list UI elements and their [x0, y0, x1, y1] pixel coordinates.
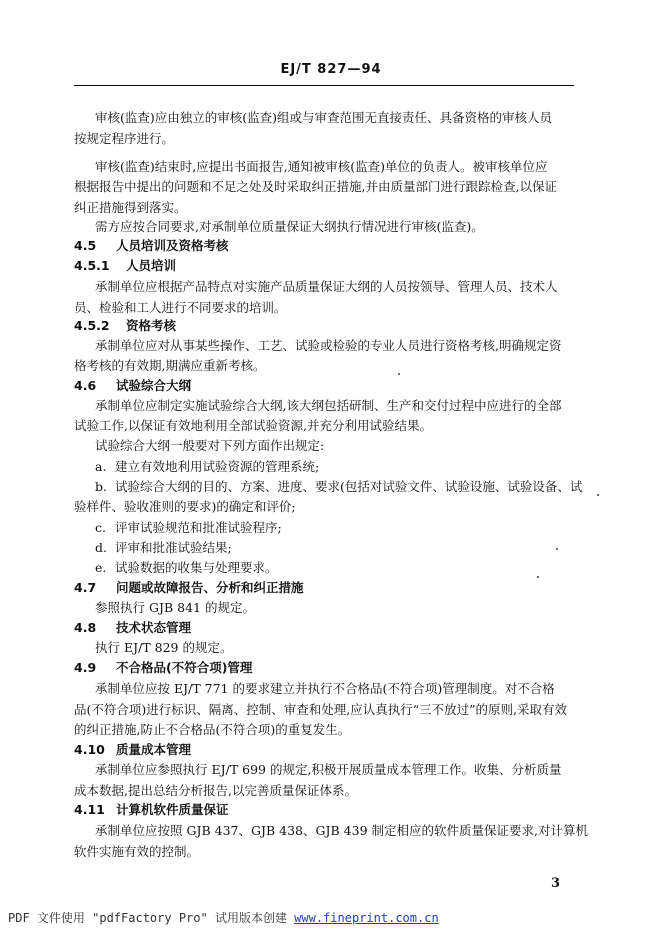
paragraph-line: 承制单位应对从事某些操作、工艺、试验或检验的专业人员进行资格考核,明确规定资	[95, 338, 562, 353]
section-title: 质量成本管理	[116, 742, 192, 757]
footer-link[interactable]: www.fineprint.com.cn	[294, 911, 439, 925]
paragraph-line: 品(不符合项)进行标识、隔离、控制、审查和处理,应认真执行“三不放过”的原则,采取有效	[74, 702, 567, 717]
list-item-marker: e.	[95, 560, 107, 575]
section-title: 资格考核	[126, 318, 177, 333]
section-heading-4-10	[74, 742, 191, 758]
pdf-footer	[8, 909, 439, 926]
list-item-marker: d.	[95, 540, 107, 555]
standard-code-header: EJ/T 827—94	[280, 62, 382, 77]
paragraph-line: 承制单位应根据产品特点对实施产品质量保证大纲的人员按领导、管理人员、技术人	[95, 279, 558, 294]
section-number: 4.9	[74, 660, 97, 675]
list-item	[95, 540, 232, 556]
paragraph-line: 按规定程序进行。	[74, 131, 175, 146]
paragraph-line: 审核(监查)应由独立的审核(监查)组或与审查范围无直接责任、具备资格的审核人员	[95, 110, 553, 125]
list-item	[95, 479, 582, 495]
paragraph-line: 参照执行 GJB 841 的规定。	[95, 600, 255, 615]
paragraph-line: 承制单位应按照 GJB 437、GJB 438、GJB 439 制定相应的软件质量保证要求,对计算机	[95, 823, 588, 838]
list-item-text: 试验数据的收集与处理要求。	[115, 560, 278, 575]
scan-speck	[597, 494, 599, 496]
scan-speck	[537, 576, 539, 578]
scan-speck	[398, 373, 400, 375]
list-item-continuation: 验样件、验收准则的要求)的确定和评价;	[74, 499, 296, 514]
section-number: 4.10	[74, 742, 105, 757]
list-item-text: 建立有效地利用试验资源的管理系统;	[115, 459, 320, 474]
paragraph-line: 执行 EJ/T 829 的规定。	[95, 640, 233, 655]
paragraph-line: 软件实施有效的控制。	[74, 844, 200, 859]
section-heading-4-6	[74, 378, 191, 394]
list-item	[95, 560, 278, 576]
paragraph-line: 承制单位应参照执行 EJ/T 699 的规定,积极开展质量成本管理工作。收集、分析质量	[95, 762, 562, 777]
section-number: 4.5.1	[74, 258, 110, 273]
section-title: 问题或故障报告、分析和纠正措施	[116, 580, 304, 595]
paragraph-line: 承制单位应制定实施试验综合大纲,该大纲包括研制、生产和交付过程中应进行的全部	[95, 398, 562, 413]
paragraph-line: 员、检验和工人进行不同要求的培训。	[74, 300, 287, 315]
section-number: 4.6	[74, 378, 97, 393]
section-number: 4.7	[74, 580, 97, 595]
paragraph-line: 试验综合大纲一般要对下列方面作出规定:	[95, 438, 325, 453]
footer-text: PDF 文件使用 "pdfFactory Pro" 试用版本创建	[8, 911, 295, 925]
list-item-text: 试验综合大纲的目的、方案、进度、要求(包括对试验文件、试验设施、试验设备、试	[115, 479, 583, 494]
section-title: 人员培训及资格考核	[116, 238, 229, 253]
section-heading-4-9	[74, 660, 252, 676]
paragraph-line: 根据报告中提出的问题和不足之处及时采取纠正措施,并由质量部门进行跟踪检查,以保证	[74, 179, 557, 194]
section-title: 人员培训	[126, 258, 177, 273]
paragraph-line: 格考核的有效期,期满应重新考核。	[74, 358, 266, 373]
section-heading-4-5-2	[74, 318, 176, 334]
list-item-marker: c.	[95, 520, 106, 535]
page-number: 3	[551, 876, 561, 891]
list-item	[95, 459, 319, 475]
paragraph-line: 的纠正措施,防止不合格品(不符合项)的重复发生。	[74, 722, 351, 737]
list-item-text: 评审试验规范和批准试验程序;	[115, 520, 282, 535]
section-number: 4.5.2	[74, 318, 110, 333]
section-heading-4-11	[74, 802, 229, 818]
section-title: 试验综合大纲	[116, 378, 192, 393]
section-number: 4.11	[74, 802, 105, 817]
paragraph-line: 试验工作,以保证有效地利用全部试验资源,并充分利用试验结果。	[74, 418, 432, 433]
paragraph-line: 需方应按合同要求,对承制单位质量保证大纲执行情况进行审核(监查)。	[95, 219, 484, 234]
list-item	[95, 520, 282, 536]
list-item-marker: b.	[95, 479, 107, 494]
section-number: 4.8	[74, 620, 97, 635]
section-number: 4.5	[74, 238, 97, 253]
scan-speck	[556, 548, 558, 550]
list-item-text: 评审和批准试验结果;	[115, 540, 232, 555]
list-item-marker: a.	[95, 459, 107, 474]
section-heading-4-7	[74, 580, 304, 596]
section-title: 技术状态管理	[116, 620, 192, 635]
section-heading-4-5-1	[74, 258, 176, 274]
section-heading-4-8	[74, 620, 191, 636]
paragraph-line: 审核(监查)结束时,应提出书面报告,通知被审核(监查)单位的负责人。被审核单位应	[95, 159, 548, 174]
section-heading-4-5	[74, 238, 229, 254]
paragraph-line: 纠正措施得到落实。	[74, 200, 187, 215]
paragraph-line: 承制单位应按 EJ/T 771 的要求建立并执行不合格品(不符合项)管理制度。对不合格	[95, 681, 555, 696]
header-rule	[74, 85, 574, 86]
section-title: 计算机软件质量保证	[116, 802, 229, 817]
section-title: 不合格品(不符合项)管理	[116, 660, 253, 675]
paragraph-line: 成本数据,提出总结分析报告,以完善质量保证体系。	[74, 783, 357, 798]
